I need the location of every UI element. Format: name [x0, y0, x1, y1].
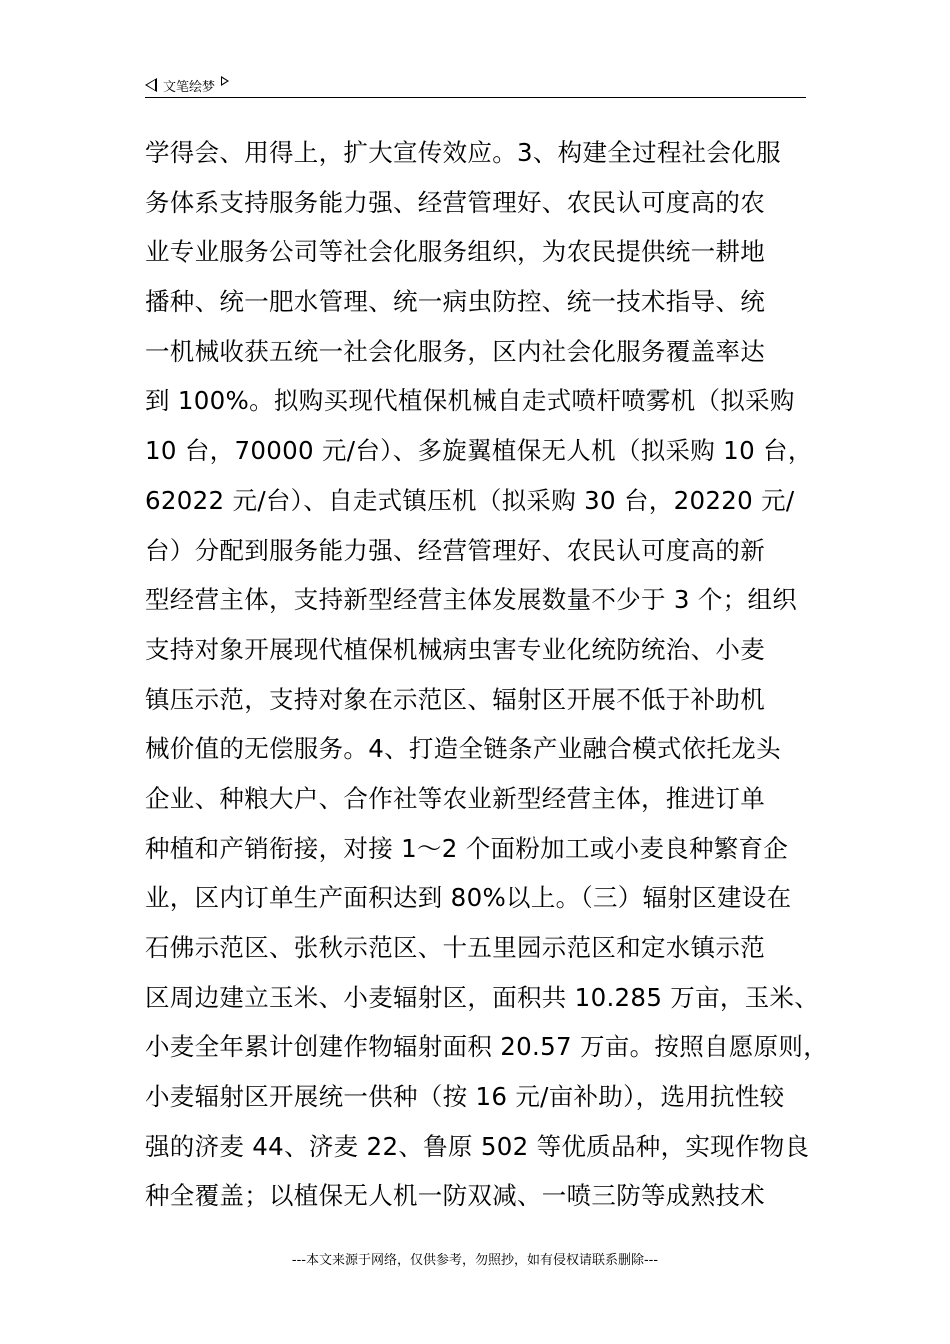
- text-line: 业专业服务公司等社会化服务组织，为农民提供统一耕地: [145, 237, 765, 267]
- text-line: 种植和产销衔接，对接 1～2 个面粉加工或小麦良种繁育企: [145, 833, 789, 863]
- text-line: 10 台，70000 元/台）、多旋翼植保无人机（拟采购 10 台，: [145, 436, 813, 466]
- text-line: 一机械收获五统一社会化服务，区内社会化服务覆盖率达: [145, 336, 765, 366]
- text-line: 小麦全年累计创建作物辐射面积 20.57 万亩。按照自愿原则，: [145, 1032, 829, 1062]
- triangle-right-icon: [221, 76, 229, 86]
- text-line: 型经营主体，支持新型经营主体发展数量不少于 3 个；组织: [145, 585, 798, 615]
- text-line: 支持对象开展现代植保机械病虫害专业化统防统治、小麦: [145, 634, 765, 664]
- text-line: 镇压示范，支持对象在示范区、辐射区开展不低于补助机: [145, 684, 765, 714]
- text-line: 业，区内订单生产面积达到 80%以上。（三）辐射区建设在: [145, 883, 792, 913]
- triangle-left-icon: [145, 78, 157, 92]
- text-line: 械价值的无偿服务。4、打造全链条产业融合模式依托龙头: [145, 734, 781, 764]
- text-line: 区周边建立玉米、小麦辐射区，面积共 10.285 万亩，玉米、: [145, 982, 820, 1012]
- text-line: 企业、种粮大户、合作社等农业新型经营主体，推进订单: [145, 783, 765, 813]
- header-title: 文笔绘梦: [163, 79, 216, 95]
- text-line: 62022 元/台）、自走式镇压机（拟采购 30 台，20220 元/: [145, 485, 795, 515]
- text-line: 务体系支持服务能力强、经营管理好、农民认可度高的农: [145, 187, 765, 217]
- text-line: 学得会、用得上，扩大宣传效应。3、构建全过程社会化服: [145, 138, 781, 167]
- text-line: 强的济麦 44、济麦 22、鲁原 502 等优质品种，实现作物良: [145, 1131, 810, 1161]
- header-divider: [145, 97, 806, 98]
- text-line: 台）分配到服务能力强、经营管理好、农民认可度高的新: [145, 535, 765, 565]
- document-body: [145, 128, 829, 1221]
- page-header: [145, 74, 229, 96]
- text-line: 种全覆盖；以植保无人机一防双减、一喷三防等成熟技术: [145, 1181, 765, 1211]
- text-line: 石佛示范区、张秋示范区、十五里园示范区和定水镇示范: [145, 933, 765, 962]
- text-line: 小麦辐射区开展统一供种（按 16 元/亩补助），选用抗性较: [145, 1082, 785, 1112]
- text-line: 播种、统一肥水管理、统一病虫防控、统一技术指导、统: [145, 287, 765, 317]
- footer-disclaimer: ---本文来源于网络，仅供参考，勿照抄，如有侵权请联系删除---: [291, 1253, 659, 1268]
- text-line: 到 100%。拟购买现代植保机械自走式喷杆喷雾机（拟采购: [145, 386, 795, 416]
